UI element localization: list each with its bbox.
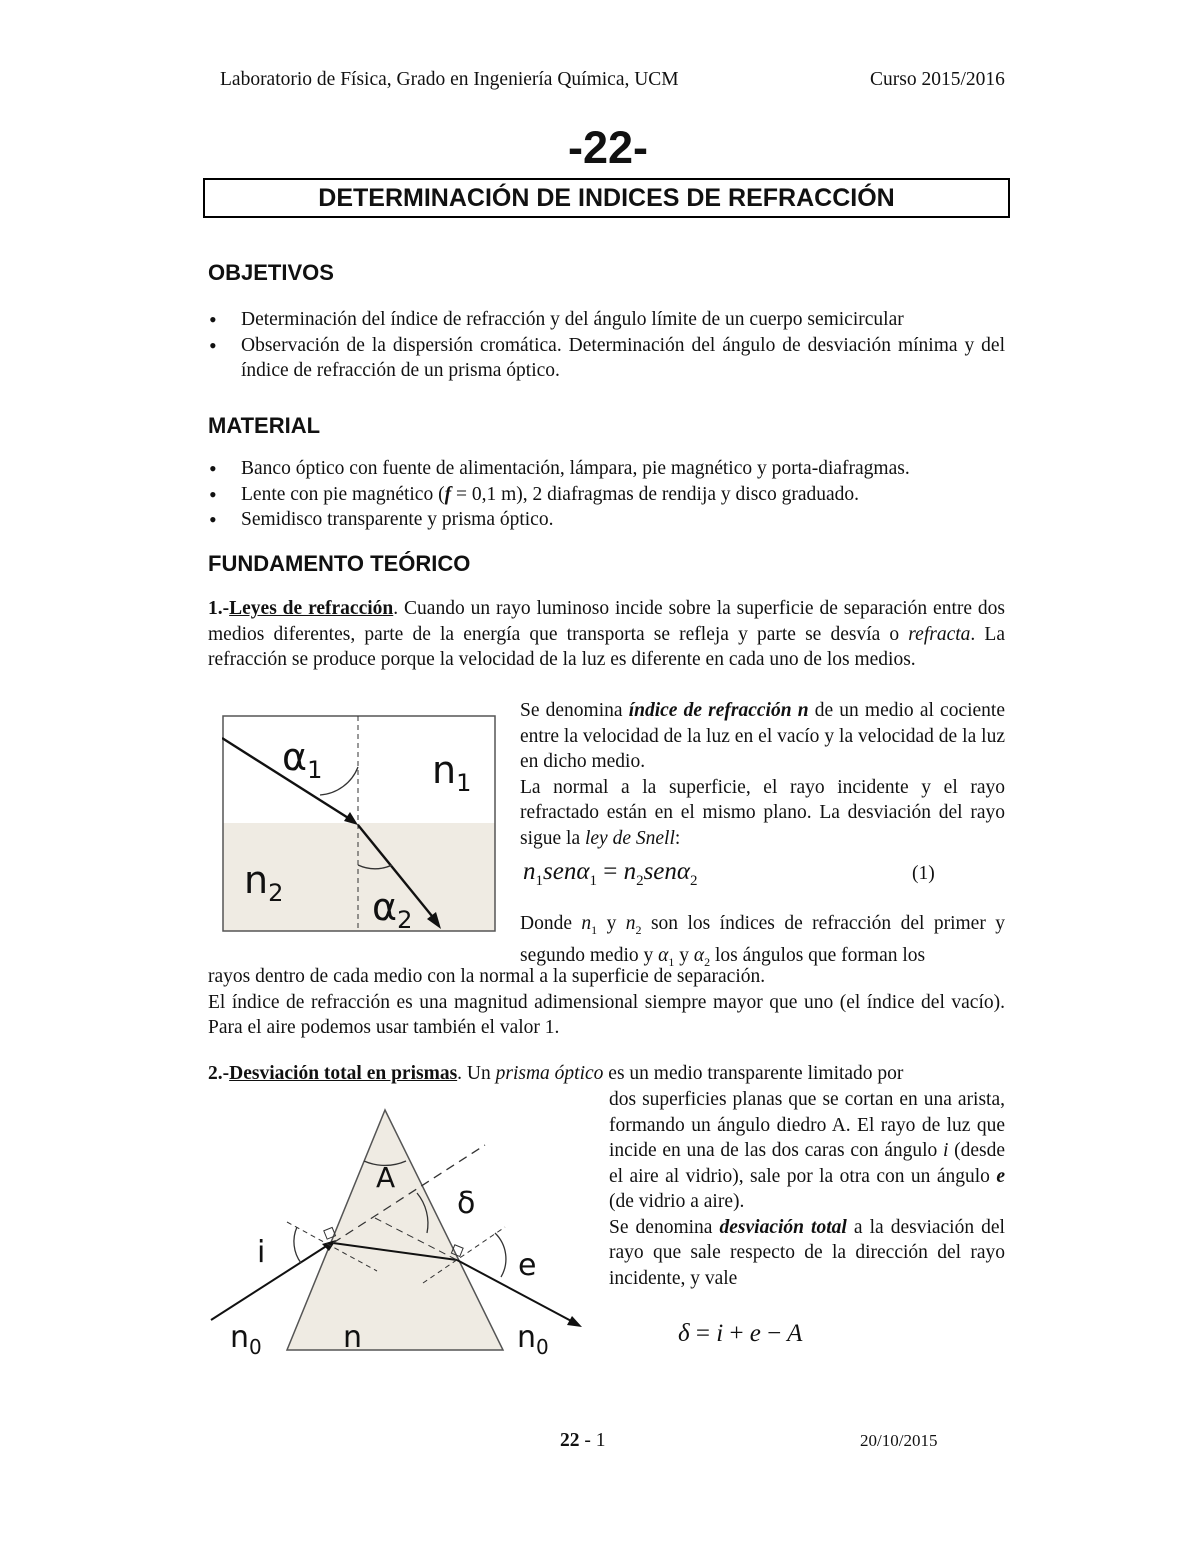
n1-label: n <box>432 748 457 792</box>
prism-figure <box>205 1105 600 1360</box>
svg-text:n0: $n_0$ <box>230 1320 262 1359</box>
svg-text:α2: $\alpha_2$ <box>372 885 413 933</box>
n-label: n <box>343 1320 363 1355</box>
objetivos-list <box>208 307 1005 384</box>
equation-number: (1) <box>912 863 935 884</box>
svg-text:n1: $n_1$ <box>432 748 472 797</box>
alpha2-label: α <box>372 885 398 929</box>
fundamento-heading: FUNDAMENTO TEÓRICO <box>208 551 471 576</box>
deviation-equation: δ = i + e − A <box>678 1320 803 1347</box>
delta-label: δ <box>457 1186 476 1221</box>
list-item: • Determinación del índice de refracción y del ángulo límite de un cuerpo semicircular <box>208 307 1005 333</box>
list-item: • Lente con pie magnético (f = 0,1 m), 2 diafragmas de rendija y disco graduado. <box>208 482 1005 508</box>
section2-text: dos superficies planas que se cortan en una arista, formando un ángulo diedro A. El rayo de luz que incide en una de las dos caras con ángulo i (desde el aire al vidrio), sale por la otra con un ángulo e (de vidrio a aire). Se denomina desviación total a la desviación del rayo que sale respecto de la dirección del rayo incidente, y vale <box>609 1089 1005 1289</box>
material-list <box>208 456 1005 533</box>
snell-equation: $n_1sen\alpha_1 = n_2sen\alpha_2$ <box>523 858 698 889</box>
footer-date: 20/10/2015 <box>860 1431 938 1450</box>
list-item: • Semidisco transparente y prisma óptico. <box>208 507 1005 533</box>
section2-intro: 2.-Desviación total en prismas. Un prisma óptico es un medio transparente limitado por <box>208 1063 904 1084</box>
header-right: Curso 2015/2016 <box>870 69 1005 90</box>
incidence-angle-label: i <box>257 1235 266 1270</box>
svg-text:n0: $n_0$ <box>517 1320 549 1359</box>
section1-intro: 1.-Leyes de refracción. Cuando un rayo luminoso incide sobre la superficie de separación entre dos medios diferentes, parte de la energía que transporta se refleja y parte se desvía o refracta. La refracción se produce porque la velocidad de la luz es diferente en cada uno de los medios. <box>208 598 1005 670</box>
alpha1-label: α <box>282 735 308 779</box>
emergence-angle-label: e <box>518 1248 537 1283</box>
n0-left-label: n <box>230 1320 250 1355</box>
n0-right-label: n <box>517 1320 537 1355</box>
apex-angle-label: A <box>376 1161 396 1194</box>
list-item: • Banco óptico con fuente de alimentación, lámpara, pie magnético y porta-diafragmas. <box>208 456 1005 482</box>
svg-text:n2: $n_2$ <box>244 858 284 907</box>
header-left: Laboratorio de Física, Grado en Ingeniería Química, UCM <box>220 69 679 90</box>
document-title: DETERMINACIÓN DE INDICES DE REFRACCIÓN <box>203 178 1010 218</box>
material-heading: MATERIAL <box>208 413 321 438</box>
section1-rayos: rayos dentro de cada medio con la normal a la superficie de separación. El índice de refracción es una magnitud adimensional siempre mayor que uno (el índice del vacío). Para el aire podemos usar también el valor 1. <box>208 966 1005 1038</box>
n2-label: n <box>244 858 269 902</box>
section1-donde: Donde $n_1$ y $n_2$ son los índices de refracción del primer y segundo medio y $\alpha_1$ y $\alpha_2$ los ángulos que forman los <box>520 913 1005 970</box>
refraction-figure <box>222 715 496 933</box>
list-item: • Observación de la dispersión cromática. Determinación del ángulo de desviación mínima y del índice de refracción de un prisma óptico. <box>208 333 1005 384</box>
practice-number: -22- <box>567 122 649 173</box>
section1-definition: Se denomina índice de refracción n de un medio al cociente entre la velocidad de la luz en el vacío y la velocidad de la luz en dicho medio. La normal a la superficie, el rayo incidente y el rayo refractado están en el mismo plano. La desviación del rayo sigue la ley de Snell: <box>520 700 1005 849</box>
objetivos-heading: OBJETIVOS <box>208 260 334 285</box>
svg-text:α1: $\alpha_1$ <box>282 735 323 784</box>
page-number: 22 - 1 <box>560 1430 606 1451</box>
